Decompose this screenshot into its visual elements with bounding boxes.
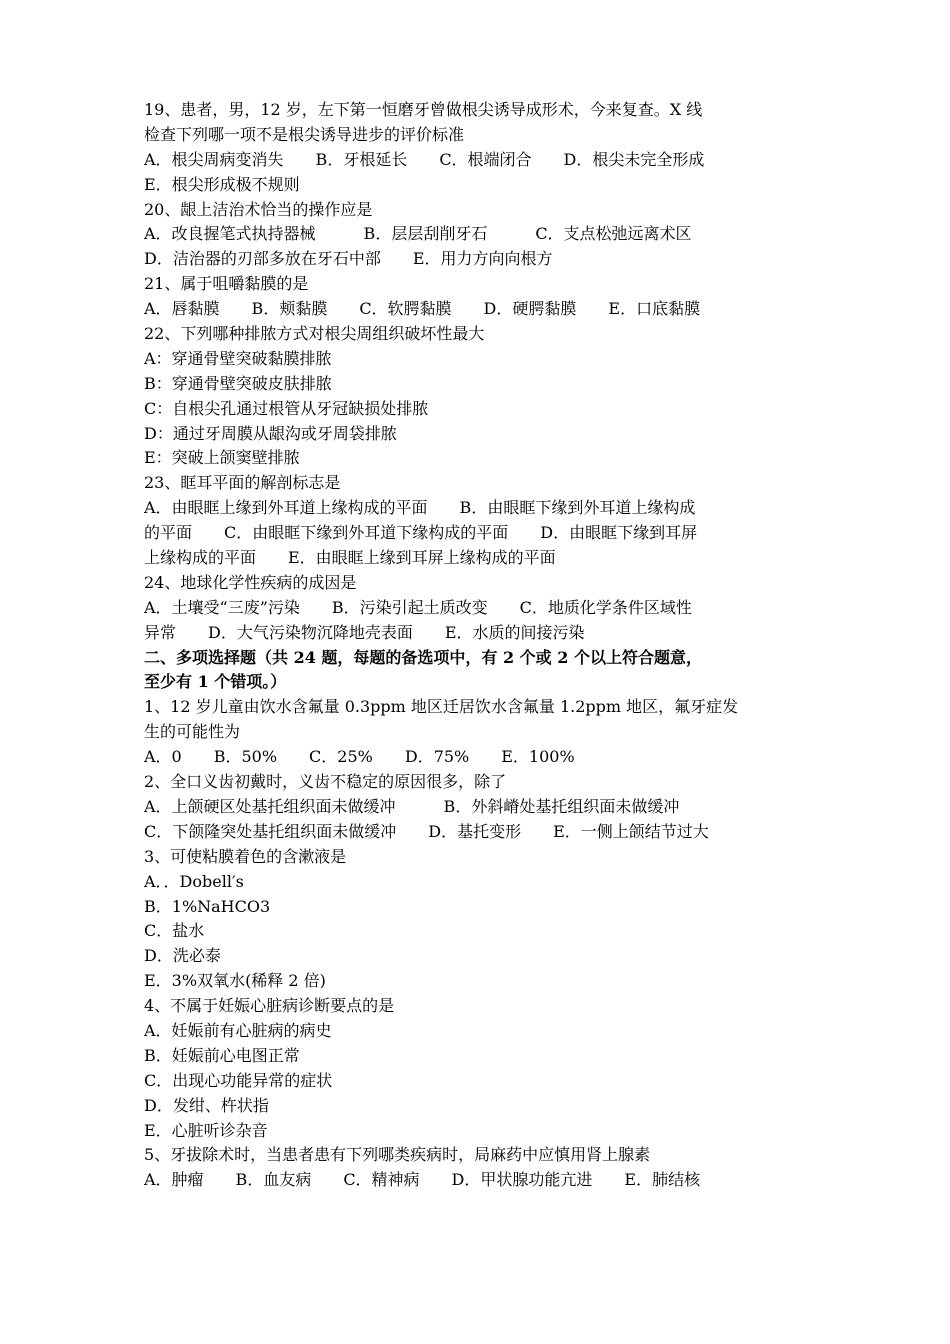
text-line: C：自根尖孔通过根管从牙冠缺损处排脓 (144, 398, 429, 418)
text-line: C．盐水 (144, 921, 205, 941)
text-line: 2、全口义齿初戴时，义齿不稳定的原因很多，除了 (144, 772, 507, 792)
text-line: A．妊娠前有心脏病的病史 (144, 1020, 332, 1040)
text-line: A．0 B．50% C．25% D．75% E．100% (144, 747, 575, 767)
text-line: A：穿通骨壁突破黏膜排脓 (144, 348, 332, 368)
text-line: E．心脏听诊杂音 (144, 1120, 268, 1140)
section-heading-line: 二、多项选择题（共 24 题，每题的备选项中，有 2 个或 2 个以上符合题意， (144, 647, 702, 667)
text-line: 上缘构成的平面 E．由眼眶上缘到耳屏上缘构成的平面 (144, 548, 556, 568)
text-line: A．根尖周病变消失 B．牙根延长 C．根端闭合 D．根尖未完全形成 (144, 149, 705, 169)
text-line: 23、眶耳平面的解剖标志是 (144, 473, 341, 493)
text-line: 5、牙拔除术时，当患者患有下列哪类疾病时，局麻药中应慎用肾上腺素 (144, 1145, 651, 1165)
text-line: 24、地球化学性疾病的成因是 (144, 572, 357, 592)
text-line: 21、属于咀嚼黏膜的是 (144, 274, 309, 294)
text-line: 20、龈上洁治术恰当的操作应是 (144, 199, 373, 219)
text-line: E：突破上颌窦壁排脓 (144, 448, 300, 468)
text-line: D：通过牙周膜从龈沟或牙周袋排脓 (144, 423, 397, 443)
text-line: A．唇黏膜 B．颊黏膜 C．软腭黏膜 D．硬腭黏膜 E．口底黏膜 (144, 299, 701, 319)
text-line: D．洗必泰 (144, 946, 221, 966)
text-line: A．改良握笔式执持器械 B．层层刮削牙石 C．支点松弛远离术区 (144, 224, 692, 244)
text-line: A．．Dobell′s (144, 871, 244, 891)
text-line: A．上颌硬区处基托组织面未做缓冲 B．外斜嵴处基托组织面未做缓冲 (144, 796, 680, 816)
text-line: B．1%NaHCO3 (144, 896, 271, 916)
text-line: B．妊娠前心电图正常 (144, 1045, 300, 1065)
section-heading-line: 至少有 1 个错项。） (144, 672, 287, 692)
text-line: A．肿瘤 B．血友病 C．精神病 D．甲状腺功能亢进 E．肺结核 (144, 1170, 701, 1190)
document-page (144, 98, 808, 1193)
text-line: 22、下列哪种排脓方式对根尖周组织破坏性最大 (144, 324, 485, 344)
text-line: 4、不属于妊娠心脏病诊断要点的是 (144, 996, 395, 1016)
text-line: 1、12 岁儿童由饮水含氟量 0.3ppm 地区迁居饮水含氟量 1.2ppm 地区，氟牙症发 (144, 697, 739, 717)
text-line: 异常 D．大气污染物沉降地壳表面 E．水质的间接污染 (144, 622, 585, 642)
text-line: 3、可使粘膜着色的含漱液是 (144, 846, 347, 866)
text-line: E．3%双氧水(稀释 2 倍) (144, 971, 326, 991)
text-line: B：穿通骨壁突破皮肤排脓 (144, 373, 332, 393)
text-line: E．根尖形成极不规则 (144, 174, 300, 194)
text-line: A．土壤受“三废”污染 B．污染引起土质改变 C．地质化学条件区域性 (144, 597, 692, 617)
text-line: 生的可能性为 (144, 722, 241, 742)
text-line: 19、患者，男，12 岁，左下第一恒磨牙曾做根尖诱导成形术，今来复查。X 线 (144, 100, 703, 119)
text-line: C．下颌隆突处基托组织面未做缓冲 D．基托变形 E．一侧上颌结节过大 (144, 821, 709, 841)
text-line: A．由眼眶上缘到外耳道上缘构成的平面 B．由眼眶下缘到外耳道上缘构成 (144, 498, 696, 518)
text-line: 检查下列哪一项不是根尖诱导进步的评价标准 (144, 124, 465, 144)
text-line: 的平面 C．由眼眶下缘到外耳道下缘构成的平面 D．由眼眶下缘到耳屏 (144, 523, 698, 543)
text-line: C．出现心功能异常的症状 (144, 1070, 333, 1090)
text-line: D．发绀、杵状指 (144, 1095, 269, 1115)
text-line: D．洁治器的刃部多放在牙石中部 E．用力方向向根方 (144, 249, 553, 269)
